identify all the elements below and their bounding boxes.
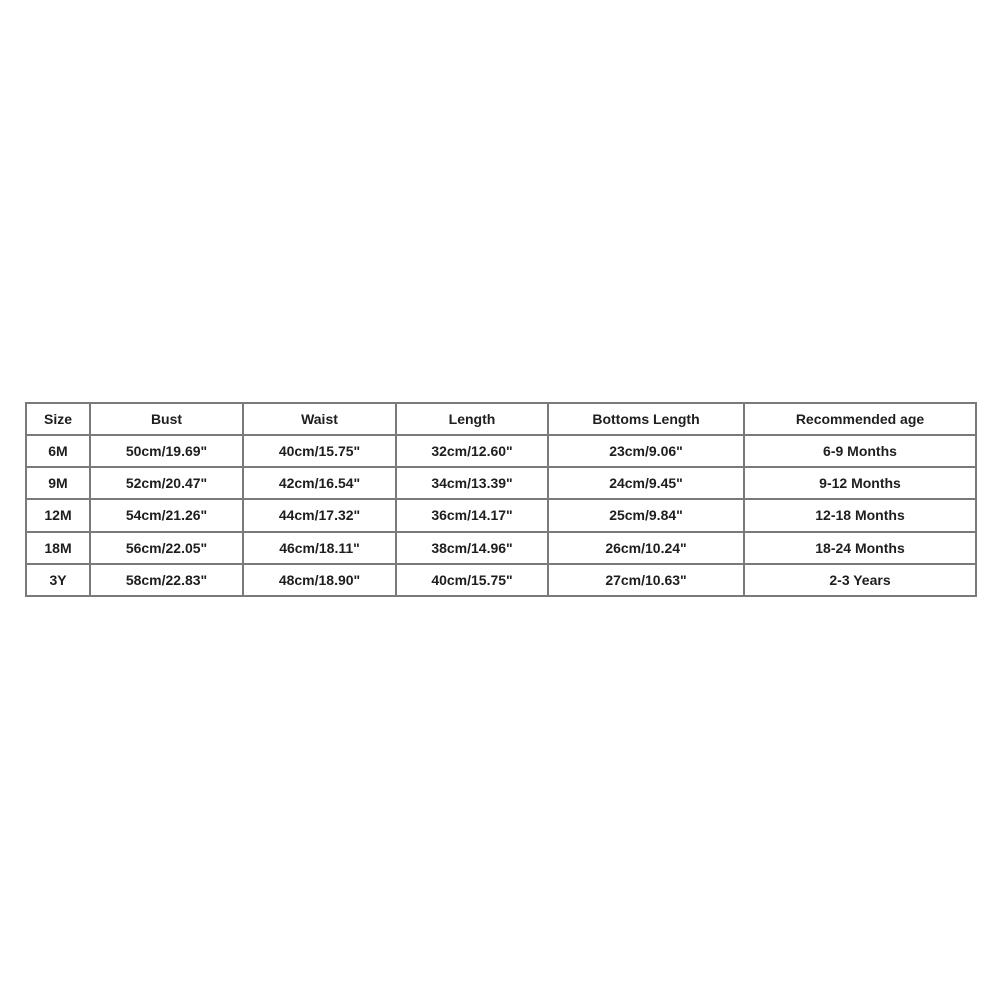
cell-bottoms-length: 24cm/9.45" — [548, 467, 744, 499]
cell-waist: 42cm/16.54" — [243, 467, 396, 499]
cell-bust: 54cm/21.26" — [90, 499, 243, 531]
cell-bust: 52cm/20.47" — [90, 467, 243, 499]
table-header-row — [26, 403, 976, 435]
cell-bottoms-length: 26cm/10.24" — [548, 532, 744, 564]
table-row — [26, 435, 976, 467]
cell-bust: 50cm/19.69" — [90, 435, 243, 467]
cell-recommended-age: 9-12 Months — [744, 467, 976, 499]
cell-length: 38cm/14.96" — [396, 532, 548, 564]
cell-length: 40cm/15.75" — [396, 564, 548, 596]
cell-bottoms-length: 23cm/9.06" — [548, 435, 744, 467]
size-chart-table — [25, 402, 977, 597]
table-row — [26, 532, 976, 564]
cell-recommended-age: 12-18 Months — [744, 499, 976, 531]
header-bust: Bust — [90, 403, 243, 435]
header-size: Size — [26, 403, 90, 435]
cell-recommended-age: 2-3 Years — [744, 564, 976, 596]
cell-size: 3Y — [26, 564, 90, 596]
table-row — [26, 467, 976, 499]
header-bottoms-length: Bottoms Length — [548, 403, 744, 435]
cell-waist: 48cm/18.90" — [243, 564, 396, 596]
cell-recommended-age: 6-9 Months — [744, 435, 976, 467]
cell-recommended-age: 18-24 Months — [744, 532, 976, 564]
cell-waist: 44cm/17.32" — [243, 499, 396, 531]
cell-size: 12M — [26, 499, 90, 531]
cell-size: 18M — [26, 532, 90, 564]
header-waist: Waist — [243, 403, 396, 435]
cell-bust: 58cm/22.83" — [90, 564, 243, 596]
cell-size: 9M — [26, 467, 90, 499]
cell-bottoms-length: 27cm/10.63" — [548, 564, 744, 596]
cell-waist: 40cm/15.75" — [243, 435, 396, 467]
table-row — [26, 499, 976, 531]
cell-size: 6M — [26, 435, 90, 467]
cell-length: 34cm/13.39" — [396, 467, 548, 499]
cell-bottoms-length: 25cm/9.84" — [548, 499, 744, 531]
cell-length: 36cm/14.17" — [396, 499, 548, 531]
header-recommended-age: Recommended age — [744, 403, 976, 435]
cell-length: 32cm/12.60" — [396, 435, 548, 467]
table-row — [26, 564, 976, 596]
header-length: Length — [396, 403, 548, 435]
cell-bust: 56cm/22.05" — [90, 532, 243, 564]
cell-waist: 46cm/18.11" — [243, 532, 396, 564]
